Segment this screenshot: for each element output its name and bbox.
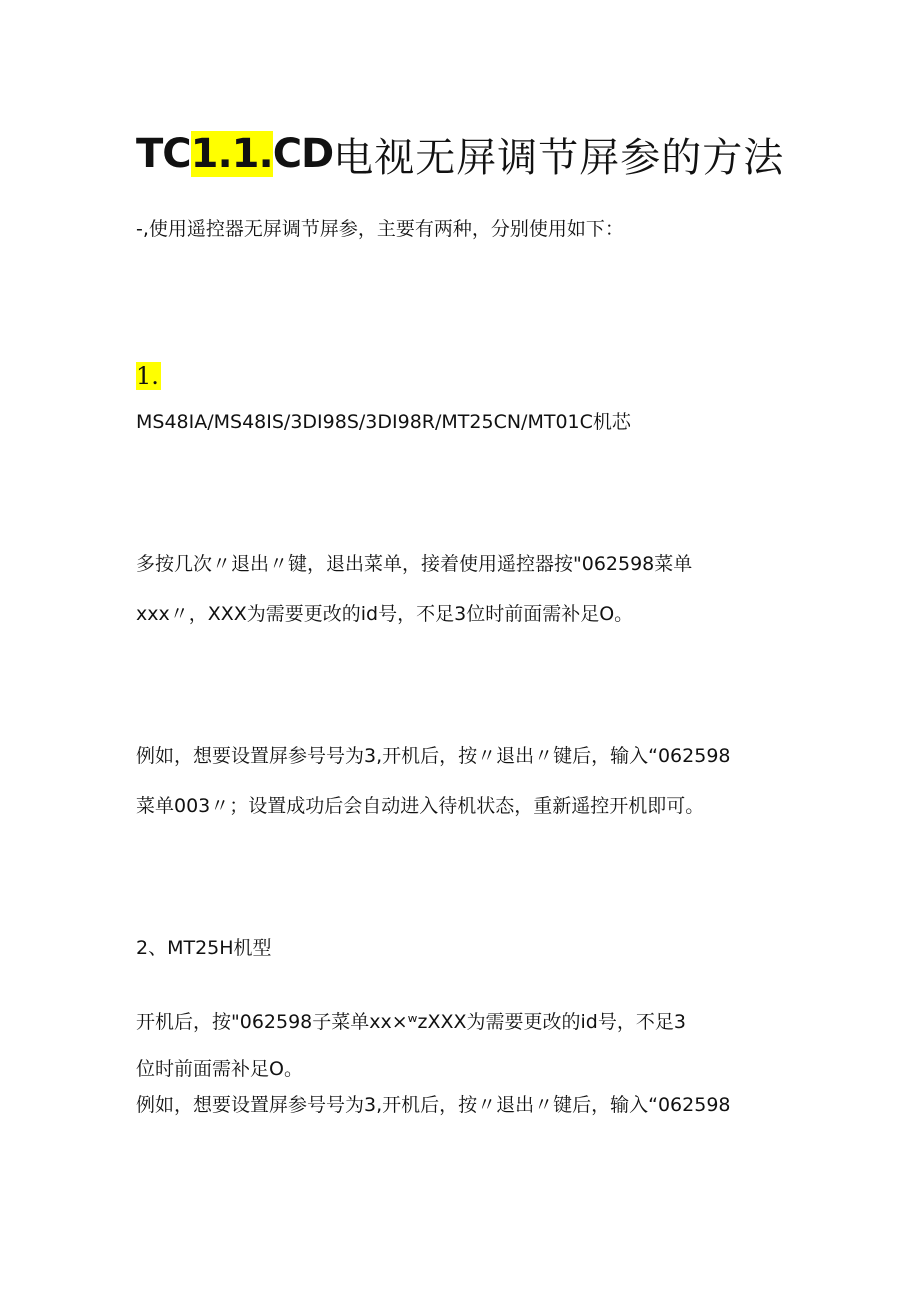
title-highlight: 1.1. [190, 131, 273, 177]
section2-para1-line1: 开机后，按"062598子菜单xx×ʷzXXX为需要更改的id号，不足3 [136, 1011, 686, 1033]
title-prefix: TC [136, 131, 191, 177]
title-suffix: CD [272, 131, 334, 177]
section1-chips: MS48IA/MS48IS/3DI98S/3DI98R/MT25CN/MT01C机芯 [136, 411, 631, 433]
section2-para1-line2: 位时前面需补足O。 [136, 1058, 303, 1080]
section2-heading: 2、MT25H机型 [136, 937, 272, 959]
title-chinese: 电视无屏调节屏参的方法 [333, 134, 785, 181]
intro-text: -,使用遥控器无屏调节屏参，主要有两种，分别使用如下： [136, 218, 624, 240]
section1-example-line1: 例如，想要设置屏参号号为3,开机后，按〃退出〃键后，输入“062598 [136, 745, 731, 767]
section1-example-line2: 菜单003〃；设置成功后会自动进入待机状态，重新遥控开机即可。 [136, 795, 705, 817]
document-title [136, 126, 784, 182]
section1-para1-line2: xxx〃，XXX为需要更改的id号，不足3位时前面需补足O。 [136, 603, 634, 625]
section1-number: 1. [136, 362, 159, 390]
section1-para1-line1: 多按几次〃退出〃键，退出菜单，接着使用遥控器按"062598菜单 [136, 553, 693, 575]
section2-example-line1: 例如，想要设置屏参号号为3,开机后，按〃退出〃键后，输入“062598 [136, 1094, 731, 1116]
